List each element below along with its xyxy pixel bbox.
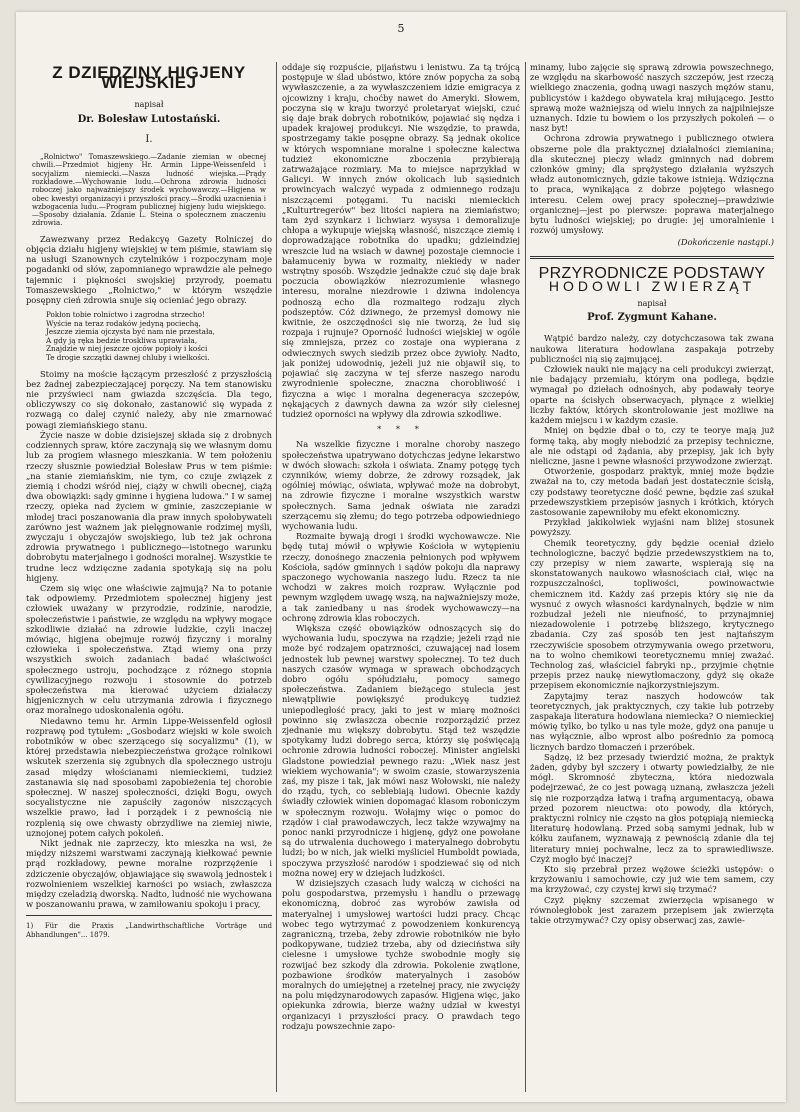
paragraph: Ochrona zdrowia prywatnego i publicznego otwiera obszerne pole dla praktycznej działalności ziemianina; dla skutecznej pieczy władz gminnych nad dobrem członków gminy; dla sprężystego działania wyższych władz autonomicznych, gdzie takowe istnieją. Wdzięczna to praca, wynikająca z dobrze pojętego własnego interesu. Celem owej pracy społecznej—prawdziwie organicznej—jest po pierwsze: poprawa materjalnego bytu ludności wiejskiej; po drugie: jej umoralnienie i rozwój umysłowy.: [530, 133, 774, 236]
paragraph: Wątpić bardzo należy, czy dotychczasowa tak zwana naukowa literatura hodowlana zaspakaja potrzeby publiczności nią się zajmującej.: [530, 333, 774, 364]
paragraph: Rozmaite bywają drogi i środki wychowawcze. Nie będę tutaj mówił o wpływie Kościoła w wytępieniu rzeczy, donośnego znaczenia pełnionych pod wpływem Kościoła, sądów gminnych i sądów pokoju dla naprawy spaczonego wychowania naszego ludu. Rzecz ta nie wchodzi w zakres moich rozpraw. Wyłącznie pod pewnym względem uwagę wszą, na najważniejszy może, a tak zaniedbany u nas środek wychowawczy—na ochronę zdrowia klas roboczych.: [282, 531, 520, 623]
section-number: I.: [145, 133, 153, 145]
paragraph: W dzisiejszych czasach ludy walczą w cichości na polu gospodarstwa, przemysłu i handlu o przewagę ekonomiczną, dobroć zas wyrobów zawisła od materyalnej i umysłowej wartości ludzi pracy. Chcąc wobec tego wytrzymać z powodzeniem konkurencyą zagraniczną, trzeba, żeby zdrowie robotników nie było podkopywane, tudzież trzeba, aby od dzieciństwa siły cielesne i umysłowe tychże swobodnie mogły się rozwijać bez szkody dla zdrowia. Pokolenie zwątlone, pozbawione środków materyalnych i zasobów moralnych do umiejętnej a rzetelnej pracy, nie zwycięży na polu międzynarodowych zapasów. Higjena więc, jako opiekunka zdrowia, bierze ważny udział w kwestyi organizacyi i przyszłości pracy. O prawdach tego rodzaju powszechnie zapo-: [282, 878, 520, 1031]
article-synopsis: „Rolnictwo" Tomaszewskiego.—Zadanie ziemian w obecnej chwili.—Przedmiot higjeny Hr. Armin Lippe-Weissenfeld i socyjalizm niemiecki.—Nasza ludność wiejska.—Prądy rozkładowe.—Wychowanie ludu.—Ochrona zdrowia ludności roboczej jako najważniejszy środek wychowawczy.—Higjena w obec kwestyi organizacyi i przyszłości pracy.—Środki uzacnienia i wzbogacenia ludu.—Program publicznej higjeny ludu wiejskiego.—Sposoby działania. Zdanie L. Steina o społecznem znaczeniu zdrowia.: [32, 153, 266, 228]
article-title: HODOWLI ZWIERZĄT: [548, 277, 756, 294]
paragraph: Nikt jednak nie zaprzeczy, kto mieszka na wsi, że między niższemi warstwami zaczynają kiełkować pewnie prąd rozkładowy, pewne moralne rozprzężenie i zdziczenie obyczajów, objawiające się swawolą jednostek i rozwolnieniem wszelkiej karności po wsiach, zwłaszcza między czeladzią dworską. Nadto, ludność nie wychowana w poszanowaniu prawa, w zamiłowaniu spokoju i pracy,: [26, 838, 272, 910]
paragraph: Czyż piękny szczemat zwierzęcia wpisanego w równoległobok jest zarazem przepisem jak zwierzęta takie otrzymywać? Czy opisy obserwacj zas, zawie-: [530, 894, 774, 926]
column-rule: [525, 62, 526, 1092]
poem-line: A gdy ją ręka bedzie troskliwa uprawiała,: [46, 335, 198, 345]
paragraph: Na wszelkie fizyczne i moralne choroby naszego społeczeństwa upatrywano dotychczas jedyne lekarstwo w dwóch słowach: szkoła i oświata. Znamy potęgę tych czynników, wiemy dobrze, że zdrowy rozsądek, jak ogólniej mówiąc, oświata, wpływać może na dobrobyt, na zdrowie fizyczne i moralne wszystkich warstw społecznych. Sama jednak oświata nie zaradzi szerzącemu się złemu; do tego potrzeba odpowiedniego wychowania ludu.: [282, 439, 520, 531]
paragraph: Człowiek nauki nie mający na celi produkcyi zwierząt, nie badający przemiału, którym ona podlega, będzie wymagał po dziełach odnośnych, aby podawały teorye oparte na ścisłych obserwacyach, płynące z wielkiej liczby faktów, których skontrolowanie jest możliwe na każdem miejscu i w każdym czasie.: [530, 364, 774, 426]
paragraph: Chemik teoretyczny, gdy będzie oceniał dzieło technologiczne, baczyć będzie przedewszystkiem na to, czy przepisy w niem zawarte, wspierają się na skonstatowanych naukowo własnościach ciał, więc na rozpuszczalności, topliwości, powinowactwie chemicznem itd. Każdy zaś przepis który się nie da wysnuć z owych własności kardynalnych, będzie w nim rozbudzał jeżeli nie nieufność, to przynajmniej niezadowolenie i potrzebę bliższego, krytycznego zbadania. Czy zaś sposób ten jest najtańszym rzeczywiście sposobem otrzymywania owego przetworu, na to wolno chemikowi teoretycznemu mniej zważać. Technolog zaś, właściciel fabryki np., przyjmie chętnie przepis przez naukę niewytłomaczony, gdyż się okaże przepisem ekonomicznie najkorzystniejszym.: [530, 537, 774, 691]
paragraph: Czem się więc one właściwie zajmują? Na to potanie tak odpowiemy. Przedmiotem społecznej higjeny jest człowiek uważany w przyrodzie, rodzinie, narodzie, społeczeństwie i państwie, ze względu na wpływy mogące szkodliwie działać na zdrowie ludzkie, czyli inaczej mówiąc, higjena obejmuje rozwój fizyczny i moralny człowieka i społeczeństwa. Ztąd wiemy ona przy wszystkich swoich zadaniach badać właściwości społecznego ustroju, pochodzące z różnego stopnia cywilizacyjnego rozwoju i stosownie do potrzeb społeczeństwa ma kierować użyciem działaczy higjenicznych w celu utrzymania zdrowia i fizycznego oraz moralnego udoskonalenia ogółu.: [26, 582, 272, 716]
poem-line: Wyście na teraz rodaków jedyną pociechą,: [46, 318, 201, 328]
article-author: Prof. Zygmunt Kahane.: [587, 312, 717, 324]
paragraph: minamy, lubo zajęcie się sprawą zdrowia powszechnego, ze względu na skarbowość naszych szczepów, jest rzeczą wielkiego znaczenia, godną uwagi naszych mężów stanu, publicystów i każdego obywatela kraj miłującego. Jestto sprawą może ważniejszą od wielu innych za najpilniejsze uznanych. Idzie tu bowiem o los przyszłych pokoleń — o nasz byt!: [530, 62, 774, 134]
column-2: [282, 62, 520, 1092]
poem-line: Pokłon tobie rolnictwo i zagrodna strzecho!: [46, 310, 205, 320]
poem-line: Te drogie szczątki dawnej chluby i wielkości.: [46, 353, 210, 363]
section-separator: * * *: [377, 424, 425, 435]
paragraph: Zapytajmy teraz naszych hodowców tak teoretycznych, jak praktycznych, czy takie lub potrzeby zaspakaja literatura hodowlana niemiecka? O niemieckiej mówię tylko, bo tylko u nas tyle może, gdyż ona panuje u nas wyłącznie, albo wprost albo pośrednio za pomocą licznych bardzo tłomaczeń i przeróbek.: [530, 690, 774, 752]
footnote: 1) Für die Praxis „Landwirthschaftliche Vorträge und Abhandlungen"... 1879.: [26, 922, 272, 939]
article-title: Z DZIEDZINY HIGJENY WIEJSKIEJ: [52, 63, 246, 93]
paragraph: oddaje się rozpuście, pijaństwu i lenistwu. Za tą trójcą postępuje w ślad ubóstwo, które znów popycha za sobą wywłaszczenie, a za wywłaszczeniem idzie emigracya z ojcowizny i kraju, choćby nawet do Ameryki. Słowem, poczyna się w kraju tworzyć proletaryat wiejski, czuć się daje brak dobrych robotników, pojawiać się nędza i upadek krajowej produkcyi. Nie wszędzie, to prawda, spostrzegamy takie posępne obrazy. Są jednak okolice w których wspomniane moralne i społeczne kalectwa tudzież ekonomiczne zboczenia przybierają zatrważające rozmiary. Ma to miejsce naprzykład w Galicyi. W innych znów okolicach lub sąsiednich prowincyach walczyć wypada z odmiennego rodzaju niszczącemi potęgami. Tu naciski niemieckich „Kulturtregerów" bez litości napiera na ziemiaństwo; tam żyd szynkarz i lichwiarz wysysa i demoralizuje chłopa a wykupuje wiejską własność, niszczące ziemię i doprowadzające robotnika do upadku; gdzieindziej wreszcie lud na wsiach w dawnej pozostaje ciemnocie i bałamuceniy bywa w rozmaity, niekiedy w nader wstrętny sposób. Wszędzie jednakże czuć się daje brak poczucia obowiązków niezrozumienie własnego interesu, moralne niezdrowie i dziwna indolencya podnoszą echo dla rozmaitego rodzaju złych podszeptów. Cóż dziwnego, że przemysł domowy nie kwitnie, że oszczędności się nie tworzą, że lud się rozpaja i rujnuje? Oporność ludności wiejskiej w ogóle się zmniejsza, przez co zostaje ona wypierana z odwiecznych swych siedzib przez obce żywioły. Nadto, jak poniżej udowodnię, jeżeli już nie objawił się, to pojawiać się zaczyna w tej sferze naszego narodu zwyrodnienie społeczne, znaczna chorobliwość i fizyczna a więc i moralna degeneracya szczepów, nękających z dawnych dawna za wzór siły cielesnej tudzież oporności na wpływy dla zdrowia szkodliwe.: [282, 62, 520, 419]
article-author: Dr. Bolesław Lutostański.: [77, 113, 221, 125]
poem-quote: [46, 311, 262, 363]
paragraph: Niedawno temu hr. Armin Lippe-Weissenfeld ogłosił rozprawę pod tytułem: „Gosbodarz wiejski w kole swoich robotników w obec szerzącego się socyalizmu" (1), w której przedstawia niebezpieczeństwa grożące rolnikowi wskutek szerzenia się zgubnych dla społecznego ustroju zasad między włościanami niemieckiemi, tudzież zastanawia się nad sposobami zapobieżenia tej chorobie społecznej. W naszej społeczności, dzięki Bogu, owych socyalistyczne nie zapuściły zagonów niszczących wszelkie prawo, ład i porządek i z pewnością nie rozplenią się owe chwasty obrzydliwe na ziemiej niwie, uznojonej potem całych pokoleń.: [26, 715, 272, 838]
column-3: [530, 62, 774, 1092]
paragraph: Większa część obowiązków odnoszących się do wychowania ludu, spoczywa na rządzie; jeżeli rząd nie może być rodzajem opatrzności, czuwającej nad losem jednostek lub pewnej warstwy społecznej. To też duch naszych czasów wymaga w sprawach obchodzących dobro ogółu spółudziału, pomocy samego społeczeństwa. Zadaniem bieżącego stulecia jest niewątpliwie powiększyć produkcyę tudzież uniepodległość pracy, jaki to jest w miarę możności powinno się zwłaszcza obecnie rozporządzić przez zjednanie mu większy dobrobytu. Stąd też wszędzie spotykamy ludzi dobrego serca, którzy się poświęcają ochronie zdrowia ludności roboczej. Minister angielski Gladstone powiedział pewnego razu: „Wiek nasz jest wiekiem wychowania"; w swoim czasie, stowarzyszenia zaś, my pisze i tak, jak mówi nasz Wołowski, nie należy do rządu, tych, co seblebiają ludowi. Obecnie każdy świadły człowiek winien dopomagać klasom roboniczym w społecznym rozwoju. Wołajmy więc o pomoc do rządów i ciał prawodawczych, lecz także wzywajmy na ponoc nanki przyrodnicze i higjenę, gdyż one powołane są do utrwalenia duchowego i materyalnego dobrobytu ludzi; bo w nich, jak wielki myśliciel Humboldt powiada, spoczywa przyszłość narodów i spodziewać się od nich można nowej ery w dziejach ludzkości.: [282, 622, 520, 878]
article-divider: [530, 256, 774, 261]
page-number: 5: [397, 22, 405, 35]
paragraph: Życie nasze w dobie dzisiejszej składa się z drobnych codziennych spraw, które zaczynają się we własnym domu lub za progiem własnego mieszkania. W tem położeniu rzeczy słusznie powiedział Bolesław Prus w tem piśmie: „na stanie ziemiańskim, nie tym, co czuje związek z ziemią i chodzi wśród niej, ciąży w chwili obecnej, ciążą dwa obowiązki: sądy gminne i hygiena ludowa." I w samej rzeczy, opieka nad życiem w gminie, zaszczepianie w młodej traci poszanowania dla praw innych społobywateli zarówno jest ważnem jak pielęgnowanie rodzimej myśli, zwyczaju i obyczajów swojskiego, lub też jak ochrona zdrowia prywatnego i publicznego—istotnego warunku dobrobytu materjalnego i godności moralnej. Wszystkie te trudne lecz wdzięczne zadania spotykają się na polu higjeny.: [26, 429, 272, 583]
paragraph: Kto się przebrał przez wężowe ścieżki ustępów: o krzyżowaniu i samochowie, czy już wie tem samem, czy ma krzyżować, czy czystej krwi się trzymać?: [530, 864, 774, 895]
byline-label: napisał: [134, 100, 164, 110]
column-rule: [276, 62, 277, 1092]
paragraph: Stoimy na moście łączącym przeszłość z przyszłością bez żadnej zabezpieczającej poręczy. Na tem stanowisku nie przyświeci nam gwiazda szczęścia. Dla tego, obliczywszy co się dokonało, zastanowić się wypada z rozwagą co dalej czynić należy, aby nie zmarnować powagi ziemiańskiego stanu.: [26, 368, 272, 430]
paragraph: Otworżenie, gospodarz praktyk, mniej może będzie zważał na to, czy metoda badań jest dostatecznie ścisłą, czy podstawy teoretyczne dość pewne, będzie zaś szukał przedewszystkiem przepisów jasnych i krótkich, których zastosowanie zapewniłoby mu efekt ekonomiczny.: [530, 466, 774, 517]
paragraph: Zawezwany przez Redakcyę Gazety Rolniczej do objęcia działu higjeny wiejskiej w tem piśmie, stawiam się na usługi Szanownych czytelników i rozpoczynam moje pogadanki od słów, zapomnianego wprawdzie ale pełnego tajemnic i piękności swojskiej przyrody, poematu Tomaszewskiego „Rolnictwo," w którym wszędzie posępny cień zdrowia snuje się ocieniać jego obrazy.: [26, 233, 272, 305]
poem-line: Jeszcze ziemia ojczysta być nam nie przestała,: [46, 327, 215, 337]
paragraph: Przykład jakikolwiek wyjaśni nam bliżej stosunek powyższy.: [530, 517, 774, 538]
column-1: [26, 62, 272, 1092]
poem-line: Znajdzie w niej jeszcze ojców popioły i kości: [46, 344, 208, 354]
paragraph: Sądzę, iż bez przesady twierdzić można, że praktyk żaden, gdyby był szczery i otwarty powiedziałby, że nie mógł. Skromność zbyteczna, która niedozwala podejrzewać, że co jest powagą uznaną, zwłaszcza jeżeli się nie rozporządza łatwą i trafną argumentacyą, obawa przed pozorem nieuctwa: oto powody, dla których, praktyczni rolnicy nie często na głos potępiają niemiecką literaturę hodowlaną. Przed sobą samymi jednak, lub w kółku zaufanem, wyznawają z pewnością zdanie dla tej literatury mniej pochwalne, lecz za to sprawiedliwsze. Czyż mogło być inaczej?: [530, 751, 774, 864]
article-title: PRZYRODNICZE PODSTAWY: [538, 264, 766, 282]
byline-label: napisał: [637, 299, 667, 309]
paragraph: Mniej on będzie dbał o to, czy te teorye mają już formę taką, aby mogły niebodzić za przepisy techniczne, ale nie odstąpi od żądania, aby przepisy, jak ich były nieliczne, jasne i pewne własności przywodzone zwierząt.: [530, 425, 774, 466]
footnote-rule: [26, 915, 272, 916]
newspaper-page: [16, 12, 786, 1102]
continued-note: (Dokończenie nastąpi.): [677, 237, 774, 248]
